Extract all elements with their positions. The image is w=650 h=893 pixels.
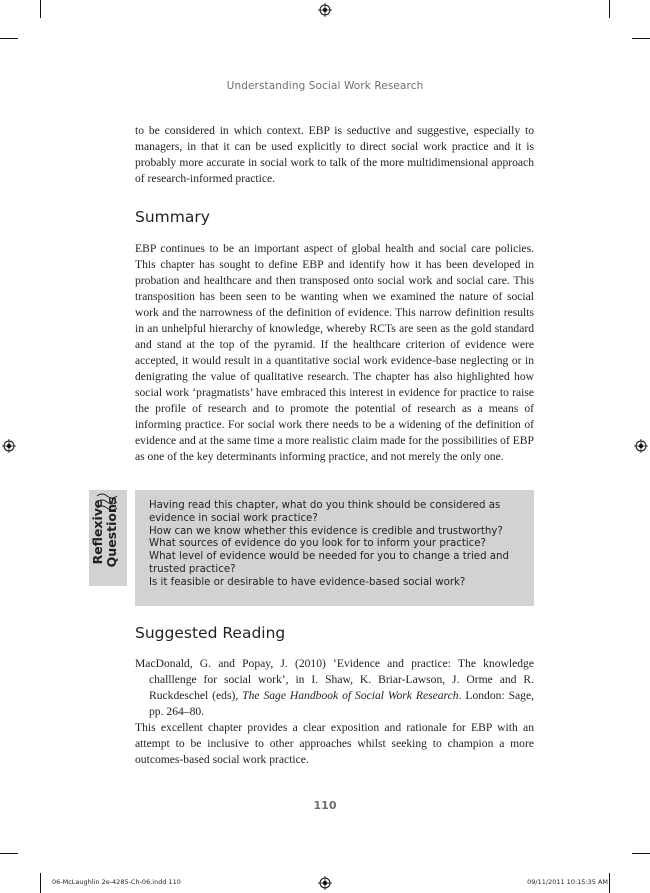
list-item: Having read this chapter, what do you think should be considered as evidence in social work practice? xyxy=(149,500,501,524)
reference-entry: MacDonald, G. and Popay, J. (2010) ‘Evidence and practice: The knowledge challlenge for social work’, in I. Shaw, K. Briar-Lawson, J. Orme and R. Ruckdeschel (eds), The Sage Handbook of Social Work Research. London: Sage, pp. 264–80. xyxy=(135,657,535,718)
opening-paragraph-block xyxy=(135,123,534,187)
list-item: What level of evidence would be needed for you to change a tried and trusted practice? xyxy=(149,551,509,575)
registration-mark-icon xyxy=(318,3,332,17)
crop-mark xyxy=(40,0,41,18)
slug-date: 09/11/2011 10:15:35 AM xyxy=(527,878,608,886)
book-title: The Sage Handbook of Social Work Research xyxy=(242,689,459,702)
summary-block xyxy=(135,241,534,465)
suggested-reading-block xyxy=(135,656,534,768)
crop-mark xyxy=(632,853,650,854)
page-number: 110 xyxy=(313,799,337,812)
registration-mark-icon xyxy=(2,439,16,453)
crop-mark xyxy=(40,873,41,893)
crop-mark xyxy=(0,853,18,854)
summary-heading: Summary xyxy=(135,208,210,226)
crop-mark xyxy=(609,0,610,18)
summary-paragraph: EBP continues to be an important aspect of global health and social care policies. This chapter has sought to define EBP and identify how it has been developed in probation and healthcare and then transposed onto social work and social care. This transposition has been seen to be wanting when we examined the nature of social work and the narrowness of the definition of evidence. This narrow definition results in an unhelpful hierarchy of knowledge, whereby RCTs are seen as the gold standard and stand at the top of the pyramid. If the healthcare criterion of evidence were accepted, it would result in a quantitative social work evidence-base neglecting or in denigrating the value of qualitative research. The chapter has also highlighted how social work ‘pragmatists’ have embraced this interest in evidence for practice to raise the profile of research and to promote the potential of research as a means of informing practice. For social work there needs to be a widening of the definition of evidence and at the same time a more realistic claim made for the possibilities of EBP as one of the key determinants informing practice, and not merely the only one. xyxy=(135,242,534,463)
reflexive-questions-box xyxy=(135,490,534,606)
registration-mark-icon xyxy=(634,439,648,453)
list-item: Is it feasible or desirable to have evidence-based social work? xyxy=(149,576,466,588)
reflexive-questions-list xyxy=(135,490,534,590)
reflexive-questions-label: Reflexive Questions xyxy=(90,496,119,568)
opening-paragraph: to be considered in which context. EBP is seductive and suggestive, especially to managers, in that it can be used explicitly to direct social work practice and it is probably more accurate in social work to talk of the more multidimensional approach of research-informed practice. xyxy=(135,124,534,185)
running-head: Understanding Social Work Research xyxy=(226,80,424,92)
list-item: How can we know whether this evidence is credible and trustworthy? xyxy=(149,525,503,537)
registration-mark-icon xyxy=(318,876,332,890)
reading-annotation: This excellent chapter provides a clear exposition and rationale for EBP with an attempt to be inclusive to other approaches whilst seeking to champion a more outcomes-based social work practice. xyxy=(135,721,534,766)
crop-mark xyxy=(609,873,610,893)
list-item: What sources of evidence do you look for to inform your practice? xyxy=(149,538,486,550)
crop-mark xyxy=(632,38,650,39)
slug-file: 06-McLaughlin 2e-4285-Ch-06.indd 110 xyxy=(52,878,181,886)
suggested-reading-heading: Suggested Reading xyxy=(135,624,286,642)
crop-mark xyxy=(0,38,18,39)
